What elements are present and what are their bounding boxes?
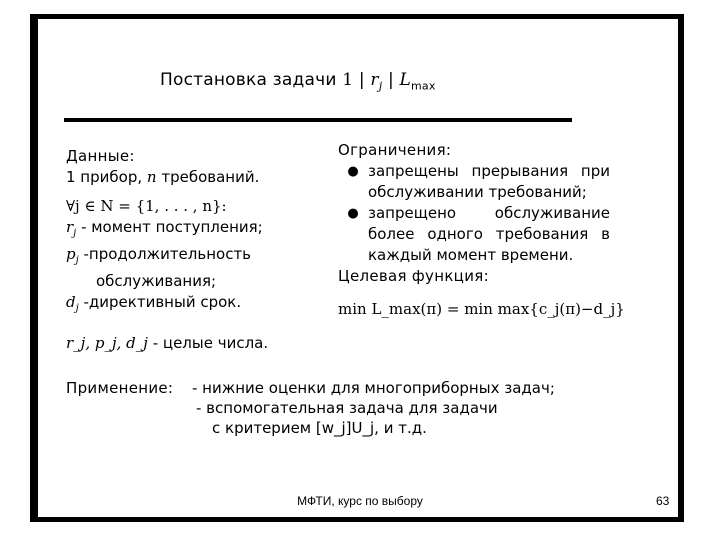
title-sep-2: | <box>387 70 394 90</box>
constraints-section <box>338 140 625 320</box>
constraint-item <box>338 161 610 203</box>
bullet-icon: ● <box>347 164 359 179</box>
p-sym: p <box>66 245 76 263</box>
data-section <box>66 146 328 354</box>
data-line-1a: 1 прибор, <box>66 168 143 186</box>
data-n: n <box>146 168 157 186</box>
title-num: 1 <box>342 70 354 90</box>
quantifier: ∀j ∈ N = {1, . . . , n}: <box>66 197 227 215</box>
d-text: -директивный срок. <box>83 293 242 311</box>
application-text-2: - вспомогательная задача для задачи <box>196 399 498 417</box>
application-text-1: - нижние оценки для многоприборных задач; <box>192 379 555 397</box>
integers-text: - целые числа. <box>152 334 269 352</box>
title-L-sub: max <box>411 79 436 93</box>
data-line-1 <box>66 167 328 188</box>
application-text-3: с критерием [w_j]U_j, и т.д. <box>212 419 427 437</box>
constraints-heading: Ограничения: <box>338 141 452 159</box>
d-sym: d <box>66 293 76 311</box>
title-L: L <box>399 70 412 90</box>
title-r: r <box>370 70 379 90</box>
data-r <box>66 217 328 244</box>
page-number: 63 <box>656 494 670 508</box>
data-line-1b: требований. <box>161 168 260 186</box>
title-text: Постановка задачи <box>160 70 337 90</box>
title-r-sub: j <box>378 79 383 93</box>
r-sub: j <box>73 228 77 239</box>
p-text: -продолжительность <box>83 245 252 263</box>
bullet-icon: ● <box>347 206 359 221</box>
p-sub: j <box>75 255 79 266</box>
data-integers <box>66 333 328 354</box>
title-sep: | <box>358 70 365 90</box>
objective-heading: Целевая функция: <box>338 267 489 285</box>
d-sub: j <box>75 303 79 314</box>
r-text: - момент поступления; <box>81 218 263 236</box>
footer-text: МФТИ, курс по выбору <box>297 494 423 508</box>
constraint-text-1: запрещены прерывания при обслуживании требований; <box>368 162 610 201</box>
data-p <box>66 244 328 271</box>
application-label: Применение: <box>66 379 174 397</box>
constraint-text-2: запрещено обслуживание более одного требования в каждый момент времени. <box>368 204 610 264</box>
application-section <box>66 378 555 438</box>
data-d <box>66 292 328 319</box>
application-line-1 <box>66 378 555 398</box>
data-heading: Данные: <box>66 147 135 165</box>
title-rule <box>64 118 572 122</box>
slide-title <box>160 70 436 92</box>
data-p-cont: обслуживания; <box>96 272 217 290</box>
constraint-item <box>338 203 610 266</box>
r-sym: r <box>66 218 74 236</box>
integers-sym: r_j, p_j, d_j <box>66 334 148 352</box>
objective-formula: min L_max(π) = min max{c_j(π)−d_j} <box>338 300 625 318</box>
